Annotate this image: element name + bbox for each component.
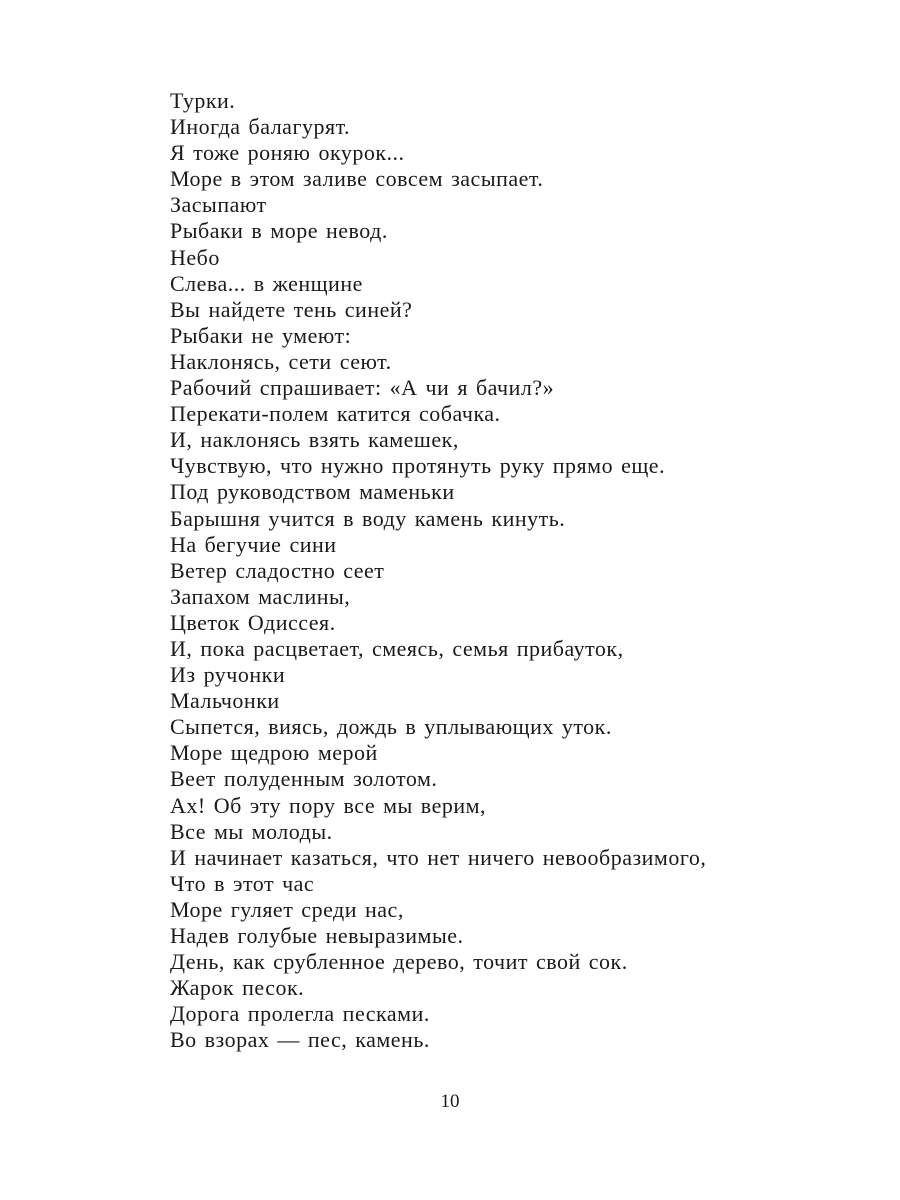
poem-line: Засыпают: [170, 192, 267, 218]
poem-line: Ветер сладостно сеет: [170, 557, 385, 583]
poem-line: Вы найдете тень синей?: [170, 296, 413, 322]
poem-text: [170, 88, 850, 1053]
poem-line: Цветок Одиссея.: [170, 609, 336, 635]
poem-line: Рыбаки в море невод.: [170, 218, 388, 244]
poem-line: Рабочий спрашивает: «А чи я бачил?»: [170, 375, 555, 401]
poem-line: День, как срубленное дерево, точит свой сок.: [170, 949, 628, 975]
page-number: 10: [440, 1091, 460, 1112]
poem-line: Чувствую, что нужно протянуть руку прямо еще.: [170, 453, 666, 479]
poem-line: И начинает казаться, что нет ничего невообразимого,: [170, 844, 707, 870]
poem-line: И, пока расцветает, смеясь, семья прибауток,: [170, 635, 624, 661]
poem-line: Надев голубые невыразимые.: [170, 923, 464, 948]
poem-line: Веет полуденным золотом.: [170, 766, 438, 792]
poem-line: Море в этом заливе совсем засыпает.: [170, 166, 544, 192]
poem-line: Мальчонки: [170, 688, 280, 714]
poem-line: Во взорах — пес, камень.: [170, 1027, 430, 1053]
poem-line: Море щедрою мерой: [170, 740, 378, 766]
poem-line: Под руководством маменьки: [170, 479, 455, 505]
poem-line: Наклонясь, сети сеют.: [170, 348, 392, 374]
poem-line: Небо: [170, 244, 220, 270]
poem-line: Иногда балагурят.: [170, 114, 351, 140]
poem-line: Из ручонки: [170, 662, 286, 688]
poem-line: Сыпется, виясь, дождь в уплывающих уток.: [170, 714, 612, 740]
poem-line: Жарок песок.: [170, 975, 305, 1001]
poem-line: На бегучие сини: [170, 531, 337, 557]
poem-line: Ах! Об эту пору все мы верим,: [170, 792, 487, 818]
poem-line: Барышня учится в воду камень кинуть.: [170, 505, 566, 531]
poem-line: Перекати-полем катится собачка.: [170, 401, 501, 427]
poem-line: Я тоже роняю окурок...: [170, 140, 405, 166]
poem-line: Все мы молоды.: [170, 818, 333, 844]
poem-line: Что в этот час: [170, 870, 315, 896]
poem-line: И, наклонясь взять камешек,: [170, 427, 459, 453]
poem-line: Запахом маслины,: [170, 583, 351, 609]
poem-line: Море гуляет среди нас,: [170, 896, 404, 922]
poem-line: Рыбаки не умеют:: [170, 322, 352, 348]
poem-line: Слева... в женщине: [170, 270, 363, 296]
poem-line: Дорога пролегла песками.: [170, 1001, 430, 1027]
poem-line: Турки.: [170, 88, 236, 113]
